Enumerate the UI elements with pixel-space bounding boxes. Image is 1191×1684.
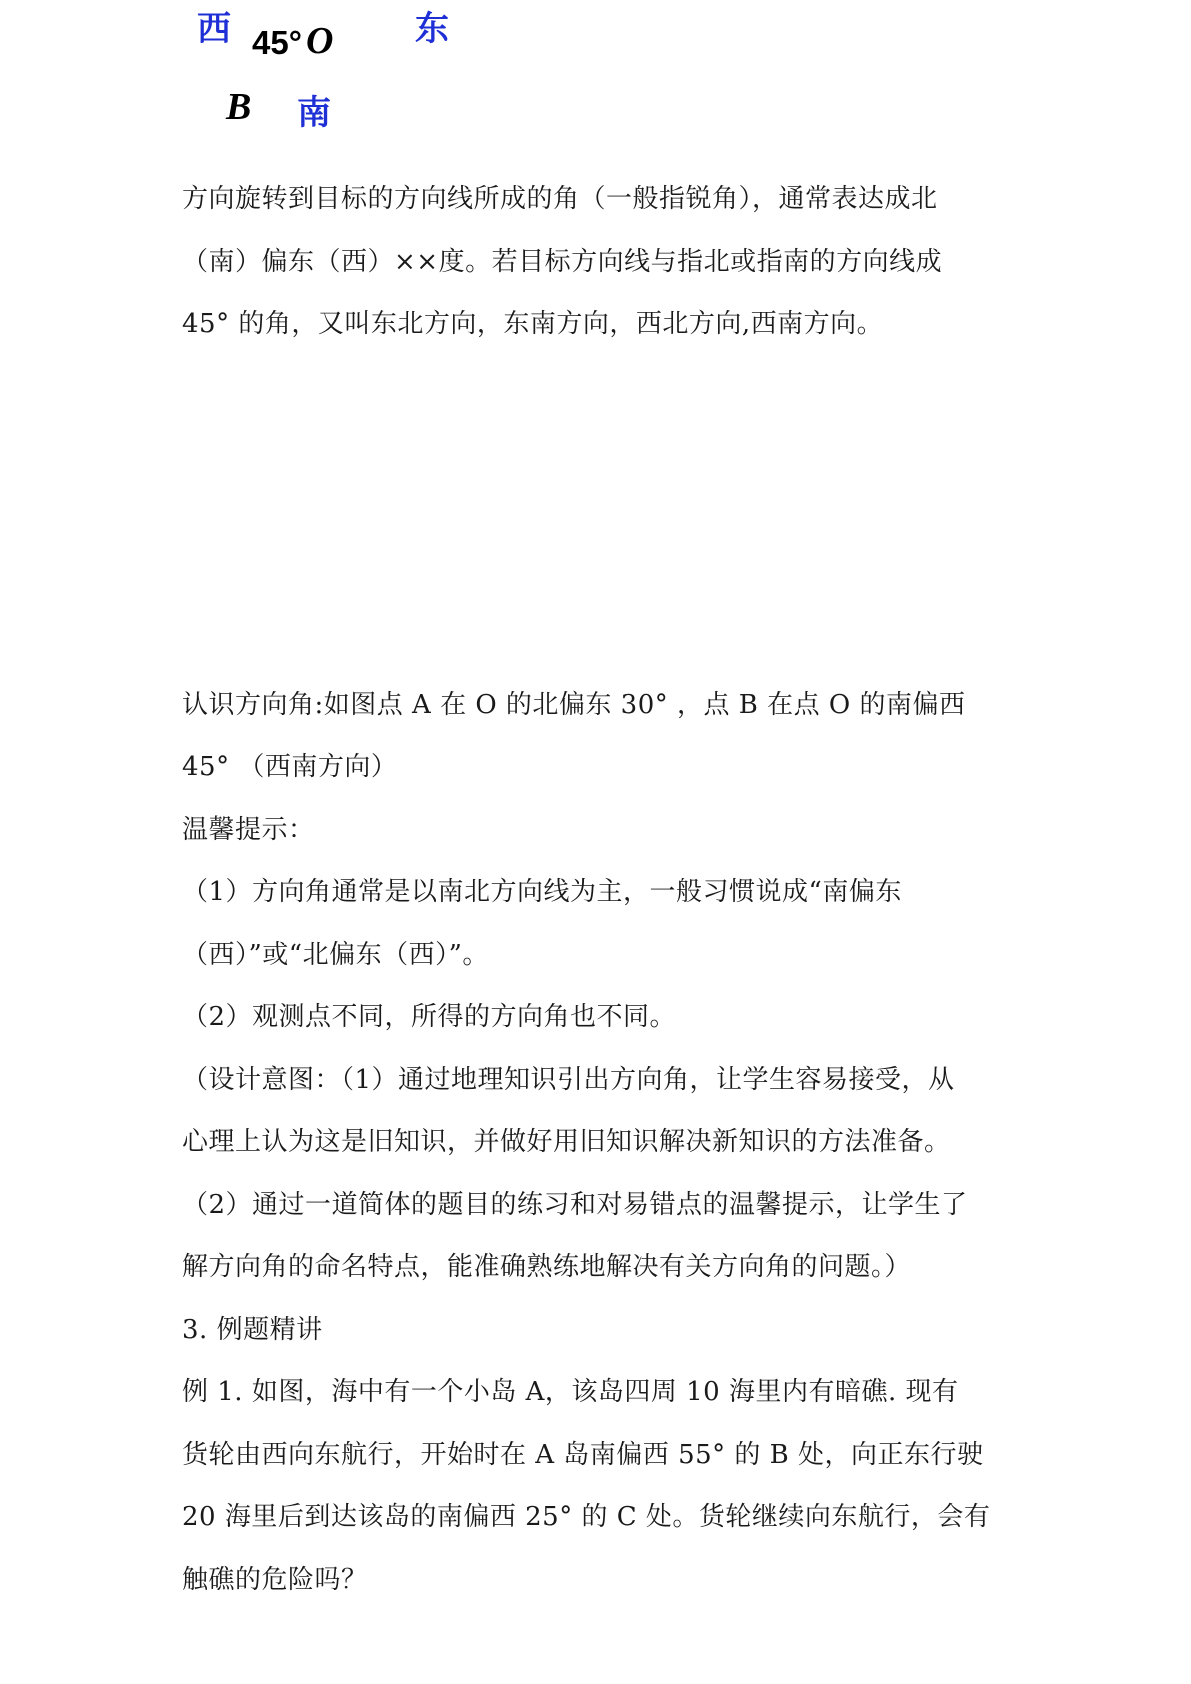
section-heading: 3. 例题精讲 [182, 1314, 323, 1345]
example-line-1: 认识方向角:如图点 A 在 O 的北偏东 30° ，点 B 在点 O 的南偏西 [182, 689, 966, 720]
problem-line-2: 货轮由西向东航行，开始时在 A 岛南偏西 55° 的 B 处，向正东行驶 [182, 1439, 984, 1470]
label-angle: 45° [252, 24, 302, 61]
definition-line-3: 45° 的角，又叫东北方向，东南方向，西北方向,西南方向。 [182, 309, 884, 339]
label-south: 南 [297, 93, 331, 133]
problem-line-3: 20 海里后到达该岛的南偏西 25° 的 C 处。货轮继续向东航行，会有 [182, 1502, 991, 1532]
tip-1-line-1: （1）方向角通常是以南北方向线为主，一般习惯说成“南偏东 [182, 877, 902, 907]
problem-line-1: 例 1. 如图，海中有一个小岛 A，该岛四周 10 海里内有暗礁. 现有 [182, 1377, 959, 1407]
document-body [182, 168, 1022, 1611]
intent-line-2: 心理上认为这是旧知识，并做好用旧知识解决新知识的方法准备。 [182, 1127, 951, 1157]
tip-1-line-2: （西）”或“北偏东（西）”。 [182, 939, 489, 970]
example-line-2: 45° （西南方向） [182, 752, 398, 782]
intent-line-3: （2）通过一道简体的题目的练习和对易错点的温馨提示，让学生了 [182, 1189, 968, 1220]
definition-line-2: （南）偏东（西）××度。若目标方向线与指北或指南的方向线成 [182, 246, 943, 277]
tip-heading: 温馨提示： [182, 814, 315, 845]
label-west: 西 [197, 9, 231, 49]
label-east: 东 [415, 9, 449, 49]
label-point-o: O [306, 20, 334, 62]
figure-gap [182, 356, 1022, 674]
definition-line-1: 方向旋转到目标的方向线所成的角（一般指锐角），通常表达成北 [182, 184, 938, 214]
problem-line-4: 触礁的危险吗？ [182, 1564, 368, 1595]
intent-line-4: 解方向角的命名特点，能准确熟练地解决有关方向角的问题。） [182, 1252, 912, 1282]
tip-2: （2）观测点不同，所得的方向角也不同。 [182, 1002, 677, 1032]
intent-line-1: （设计意图：（1）通过地理知识引出方向角，让学生容易接受，从 [182, 1064, 955, 1095]
label-point-b: B [226, 86, 252, 128]
